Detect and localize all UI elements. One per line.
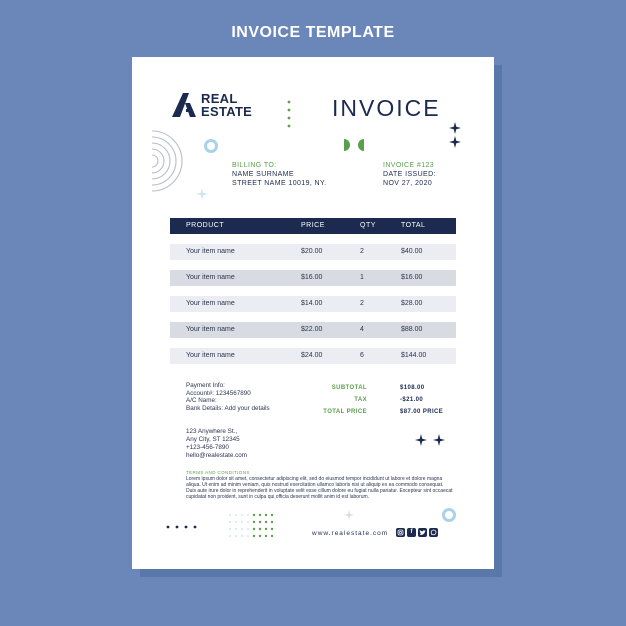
sparkle-stars-decoration [449,122,461,148]
twitter-icon[interactable] [418,528,427,537]
table-row [170,270,456,286]
billing-address: STREET NAME 10019, NY. [232,180,327,187]
tax-label: TAX [354,397,367,403]
row-total: $88.00 [401,326,423,333]
invoice-number: INVOICE #123 [383,162,435,169]
row-qty: 4 [360,326,364,333]
vertical-dots-decoration [287,100,291,130]
company-name-line1: REAL [201,91,238,106]
contact-street: 123 Anywhere St., [186,428,238,435]
total-price-label: TOTAL PRICE [323,409,367,415]
star-decoration [344,510,354,520]
payment-account-number: Account#: 1234567890 [186,389,251,397]
subtotal-label: SUBTOTAL [331,385,367,391]
concentric-arcs-decoration [152,129,186,193]
subtotal-value: $108.00 [400,385,425,391]
table-row [170,244,456,260]
company-name [201,92,252,118]
row-total: $28.00 [401,300,423,307]
total-price-value: $87.00 PRICE [400,409,444,415]
row-product: Your item name [186,352,235,359]
payment-info [186,382,270,412]
row-qty: 6 [360,352,364,359]
company-name-line2: ESTATE [201,104,253,119]
header-qty: QTY [360,222,376,229]
tax-value: -$21.00 [400,397,424,403]
ring-decoration [203,138,219,154]
terms-title: TERMS AND CONDITIONS [186,470,250,475]
star-decoration [196,188,208,200]
row-price: $22.00 [301,326,323,333]
logo-mark-icon [172,93,198,117]
table-header [170,218,456,234]
terms-body: Lorem ipsum dolor sit amet, consectetur adipiscing elit, sed do eiusmod tempor incididunt ut labore et dolore magna aliqua. Ut enim ad minim veniam, quis nostrud exercitation ullamco laboris nisi ut aliquip ex ea commodo consequat. Duis aute irure dolor in reprehenderit in voluptate velit esse cillum dolore eu fugiat nulla pariatur. Excepteur sint occaecat cupidatat non proident, sunt in culpa qui officia deserunt mollit anim id est laborum. [186,476,453,501]
row-total: $40.00 [401,248,423,255]
row-qty: 1 [360,274,364,281]
header-total: TOTAL [401,222,426,229]
contact-city: Any City, ST 12345 [186,436,240,443]
row-product: Your item name [186,274,235,281]
contact-phone: +123-456-7890 [186,444,229,451]
row-price: $24.00 [301,352,323,359]
ring-decoration [441,507,457,523]
billing-name: NAME SURNAME [232,171,294,178]
contact-info [186,428,247,460]
invoice-sheet [132,57,494,569]
payment-account-name: A/C Name: [186,397,217,404]
row-total: $16.00 [401,274,423,281]
date-issued-label: DATE ISSUED: [383,171,436,178]
page-banner-title: INVOICE TEMPLATE [231,24,395,41]
table-row [170,348,456,364]
facebook-icon[interactable]: f [407,528,416,537]
row-qty: 2 [360,248,364,255]
row-total: $144.00 [401,352,427,359]
invoice-title: INVOICE [332,95,441,121]
row-product: Your item name [186,248,235,255]
billing-label: BILLING TO: [232,162,277,169]
totals-values [400,382,443,418]
totals-labels [302,382,367,418]
row-qty: 2 [360,300,364,307]
row-product: Your item name [186,326,235,333]
dot-grid-decoration [228,513,274,541]
whatsapp-icon[interactable] [429,528,438,537]
header-product: PRODUCT [186,222,225,229]
dots-row-decoration [166,525,198,529]
header-price: PRICE [301,222,325,229]
half-circles-decoration [343,139,365,151]
website-link[interactable]: www.realestate.com [312,530,389,537]
row-product: Your item name [186,300,235,307]
row-price: $14.00 [301,300,323,307]
social-icons [396,528,438,538]
payment-bank-details: Bank Details: Add your details [186,404,270,412]
payment-info-title: Payment Info: [186,382,225,389]
contact-email: hello@realestate.com [186,452,247,459]
instagram-icon[interactable] [396,528,405,537]
row-price: $16.00 [301,274,323,281]
billing-info [232,161,327,188]
table-row [170,322,456,338]
invoice-meta [383,161,436,188]
twin-stars-decoration [415,434,445,446]
table-row [170,296,456,312]
row-price: $20.00 [301,248,323,255]
date-issued-value: NOV 27, 2020 [383,180,433,187]
